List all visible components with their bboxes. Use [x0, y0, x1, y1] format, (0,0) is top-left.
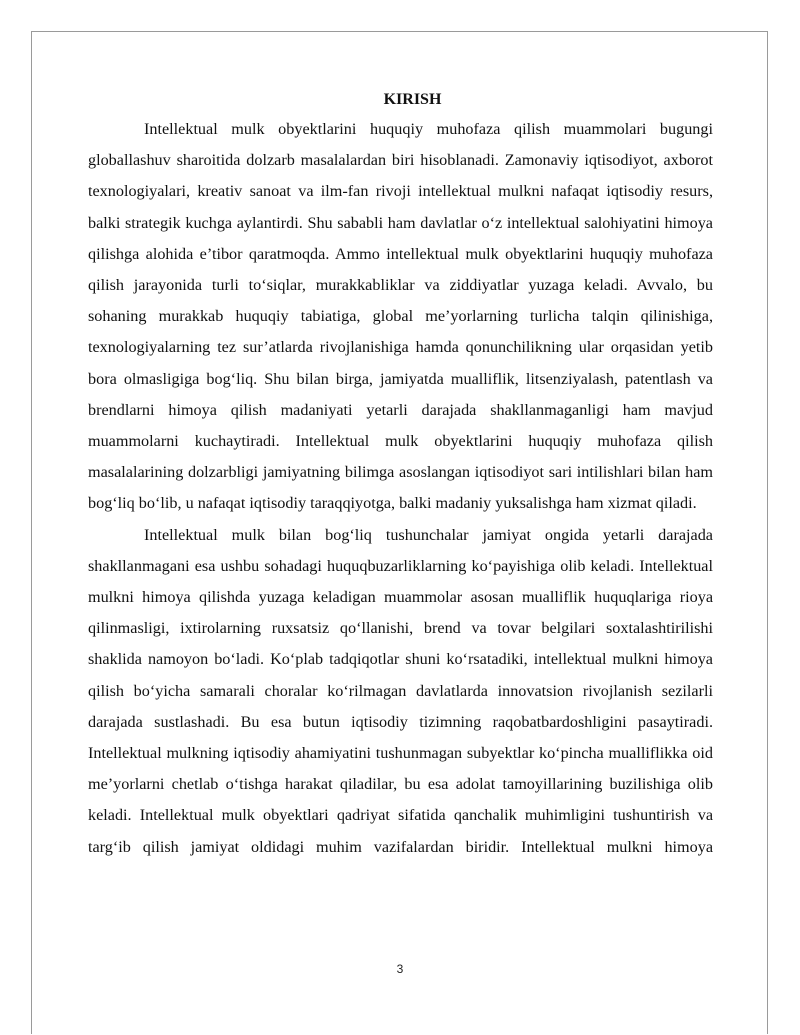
document-body: [88, 86, 713, 863]
paragraph-2: Intellektual mulk bilan bog‘liq tushunchalar jamiyat ongida yetarli darajada shakllanmagani esa ushbu sohadagi huquqbuzarliklarning ko‘payishiga olib keladi. Intellektual mulkni himoya qilishda yuzaga keladigan muammolar asosan mualliflik huquqlariga rioya qilinmasligi, ixtirolarning ruxsatsiz qo‘llanishi, brend va tovar belgilari soxtalashtirilishi shaklida namoyon bo‘ladi. Ko‘plab tadqiqotlar shuni ko‘rsatadiki, intellektual mulkni himoya qilish bo‘yicha samarali choralar ko‘rilmagan davlatlarda innovatsion rivojlanish sezilarli darajada sustlashadi. Bu esa butun iqtisodiy tizimning raqobatbardoshligini pasaytiradi. Intellektual mulkning iqtisodiy ahamiyatini tushunmagan subyektlar ko‘pincha mualliflikka oid me’yorlarni chetlab o‘tishga harakat qiladilar, bu esa adolat tamoyillarining buzilishiga olib keladi. Intellektual mulk obyektlari qadriyat sifatida qanchalik muhimligini tushuntirish va targ‘ib qilish jamiyat oldidagi muhim vazifalardan biridir. Intellektual mulkni himoya: [88, 525, 713, 856]
section-heading: KIRISH: [383, 91, 442, 108]
page-number: 3: [396, 962, 404, 976]
paragraph-1: Intellektual mulk obyektlarini huquqiy muhofaza qilish muammolari bugungi globallashuv sharoitida dolzarb masalalardan biri hisoblanadi. Zamonaviy iqtisodiyot, axborot texnologiyalari, kreativ sanoat va ilm-fan rivoji intellektual mulkni nafaqat iqtisodiy resurs, balki strategik kuchga aylantirdi. Shu sababli ham davlatlar o‘z intellektual salohiyatini himoya qilishga alohida e’tibor qaratmoqda. Ammo intellektual mulk obyektlarini huquqiy muhofaza qilish jarayonida turli to‘siqlar, murakkabliklar va ziddiyatlar yuzaga keladi. Avvalo, bu sohaning murakkab huquqiy tabiatiga, global me’yorlarning turlicha talqin qilinishiga, texnologiyalarning tez sur’atlarda rivojlanishiga hamda qonunchilikning ular orqasidan yetib bora olmasligiga bog‘liq. Shu bilan birga, jamiyatda mualliflik, litsenziyalash, patentlash va brendlarni himoya qilish madaniyati yetarli darajada shakllanmaganligi ham mavjud muammolarni kuchaytiradi. Intellektual mulk obyektlarini huquqiy muhofaza qilish masalalarining dolzarbligi jamiyatning bilimga asoslangan iqtisodiyot sari intilishlari bilan ham bog‘liq bo‘lib, u nafaqat iqtisodiy taraqqiyotga, balki madaniy yuksalishga ham xizmat qiladi.: [88, 120, 713, 513]
